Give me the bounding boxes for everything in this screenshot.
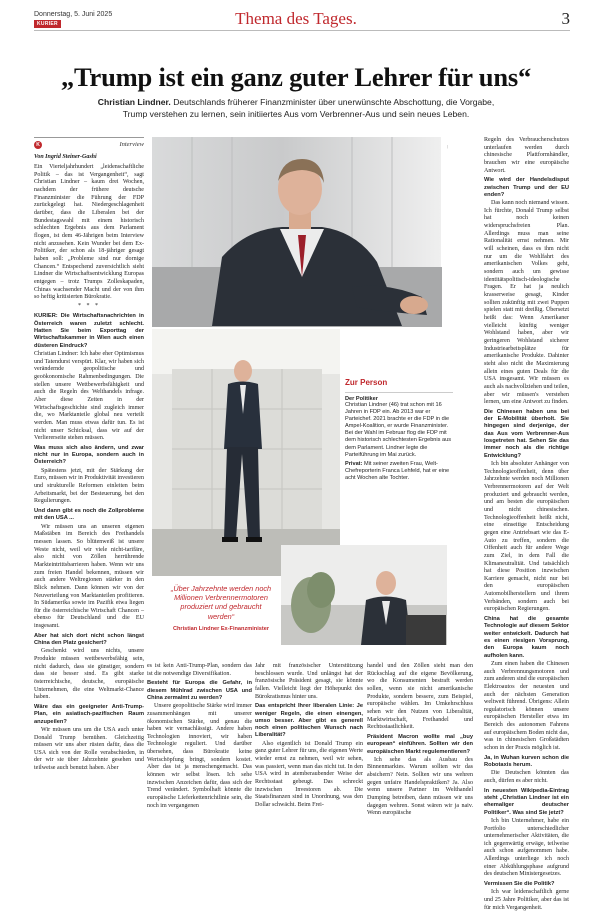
- kurier-logo: KURIER: [34, 20, 61, 28]
- article-column-5: [484, 137, 569, 911]
- answer-paragraph: Ich bin Unternehmer, habe ein Portfolio unterschiedlicher unternehmerischer Aktivitäten, die ich gegenwärtig erwäge, teilweise auch schon aufgenommen habe. Allerdings unterliege ich noch einer Abkühlungsphase aufgrund des deutschen Ministergesetzes.: [484, 817, 569, 878]
- deck-text: Deutschlands früherer Finanzminister über unerwünschte Abschottung, die Vorgabe, Trump verstehen zu lernen, sein initiiertes Aus vom Verbrenner-Aus und sein neues Leben.: [122, 97, 495, 120]
- article-column-3: [255, 663, 363, 858]
- kurier-k-icon: K: [34, 141, 42, 149]
- answer-paragraph: Unsere geopolitische Stärke wird immer zusammenhängen mit unserer ökonomischen Stärke, und genau die haben wir vernachlässigt. Andere haben Technologien innoviert, wir haben Technologie reguliert. Und darüber übersehen, dass Bürokratie keine Wertschöpfung bringt, sondern kostet. Aber das ist ja menschengemacht. Das können wir selbst lösen. Ich sehe inzwischen Anzeichen dafür, dass sich der Trend verändert. Symbolhaft könnte die europäische Lieferkettenrichtlinie sein, die noch im vergangenen: [147, 703, 252, 809]
- page-number: 3: [561, 9, 570, 28]
- interview-kicker: [34, 137, 144, 150]
- answer-paragraph: Wir müssen uns um die USA auch unter Donald Trump bemühen. Gleichzeitig müssen wir uns aber rüsten dafür, dass die USA sich von der Rolle verabschieden, in der wir sie über Jahrzehnte gesehen und teilweise auch benutzt haben. Aber: [34, 726, 144, 772]
- interview-question: China hat die gesamte Technologie auf diesem Sektor weiter entwickelt. Dadurch hat es einen riesigen Vorsprung, den Europa kaum noch aufholen kann.: [484, 616, 569, 659]
- deck-name: Christian Lindner.: [97, 97, 171, 107]
- answer-paragraph: Ich war leidenschaftlich gerne und 25 Jahre Politiker, aber das ist für mich Vergangenheit.: [484, 889, 569, 911]
- interview-question: Wäre das ein geeigneter Anti-Trump-Plan, ein asiatisch-pazifischen Raum anzupeilen?: [34, 703, 144, 725]
- zur-person-privat: [345, 461, 453, 482]
- interview-question: Was muss sich also ändern, und zwar nicht nur in Europa, sondern auch in Österreich?: [34, 444, 144, 466]
- answer-paragraph: Regeln des Verbraucherschutzes unterlaufen werden durch chinesische Plattformhändler, brauchen wir eine europäische Antwort.: [484, 137, 569, 174]
- answer-paragraph: Jahr mit französischer Unterstützung beschlossen wurde. Und unlängst hat der französische Präsident gesagt, sie könnte fallen. Vielleicht liegt der Höhepunkt des Bürokratismus hinter uns.: [255, 663, 363, 700]
- interview-question: Das entspricht Ihrer liberalen Linie: Je weniger Regeln, die einen einengen, umso besser. Aber gibt es generell noch einen politischen Wunsch nach Liberalität?: [255, 703, 363, 739]
- pull-quote: [167, 584, 275, 633]
- interview-question: Präsident Macron wollte mal „buy european“ einführen. Sollten wir den europäischen Markt regulementieren?: [367, 733, 473, 755]
- interview-question: Ja, in Wuhan kurven schon die Robotaxis herum.: [484, 754, 569, 769]
- standing-photo-image: [152, 329, 340, 576]
- zur-person-title: Zur Person: [345, 378, 388, 387]
- seated-photo-image: [281, 545, 447, 645]
- interview-question: In neuesten Wikipedia-Eintrag steht „Christian Lindner ist ein ehemaliger deutscher Politiker“. Was sind Sie jetzt?: [484, 787, 569, 816]
- answer-paragraph: Geschenkt wird uns nichts, unsere Produkte müssen wettbewerbsfähig sein, nicht dadurch, dass sie günstiger, sondern dass sie besser sind. Es gibt starke österreichische, deutsche, europäische Unternehmen, die eine Weltmarkt-Chance haben.: [34, 648, 144, 701]
- answer-paragraph: Spätestens jetzt, mit der Stärkung der Euro, müssen wir in Produktivität investieren und strukturelle Reformen einleiten beim Arbeitsmarkt, bei der Besteuerung, bei den Regulierungen.: [34, 467, 144, 505]
- answer-paragraph: Das kann noch niemand wissen. Ich fürchte, Donald Trump selbst hat noch keinen widerspruchsfreien Plan. Allerdings muss man seine Rationalität ernst nehmen. Mir will scheinen, dass es ihm nicht nur um die Wohlfahrt des amerikanischen Volkes geht, sondern auch um gewisse identitätspolitisch-ideologische Fragen. Er hat ja neulich krasserweise gesagt, Kinder sollten zukünftig mit zwei Puppen spielen statt mit dreißig. Übersetzt heißt das: Wenn Amerikaner vielleicht künftig weniger Wohlstand haben, aber wir geringeren Wohlstand sicherer Industriearbeitsplätze für amerikanische Produkte. Dahinter steht also nicht die Maximierung allein eines guten Deals für die USA insgesamt. Wir müssen es auch als nachvollziehen und teilen, aber wir müssen's verstehen lernen, um eine Antwort zu finden.: [484, 200, 569, 406]
- answer-paragraph: Ich bin absoluter Anhänger von Technologieoffenheit, denn über Jahrzehnte werden noch Millionen Verbrennermotoren auf der Welt produziert und gebraucht werden, und am besten die europäischen und nicht chinesischen. Technologieoffenheit heißt nicht, eine einseitige Entscheidung gegen eine Antriebsart wie das E-Auto zu treffen, sondern die Offenheit auch für andere Wege zum Ziel, in dem Fall die Klimaneutralität. Und tatsächlich hat diese Position inzwischen Karriere gemacht, nicht nur bei den europäischen Automobilherstellern und ihrem Verbänden, sondern auch bei europäischen Regierungen.: [484, 460, 569, 613]
- interview-question: Vermissen Sie die Politik?: [484, 881, 555, 888]
- pull-quote-text: „Über Jahrzehnte werden noch Millionen Verbrennermotoren produziert und gebraucht werden“: [170, 584, 272, 621]
- standing-photo: [152, 329, 340, 576]
- interview-question: Besteht für Europa die Gefahr, in diesem Mühlrad zwischen USA und China zermalmt zu werden?: [147, 680, 252, 701]
- interview-question: Und dann gibt es noch die Zollprobleme mit den USA ...: [34, 508, 144, 522]
- main-photo-image: [152, 137, 441, 326]
- answer-paragraph: Die Deutschen könnten das auch, dürfen es aber nicht.: [484, 770, 569, 784]
- seated-photo: [281, 545, 447, 645]
- headline: „Trump ist ein ganz guter Lehrer für uns“: [60, 62, 532, 92]
- answer-paragraph: Zum einen haben die Chinesen auch Verbrennungsmotoren und zum anderen sind die europäischen Elektroautos der neuesten und auch der nächsten Generation weltweit führend. Übrigens: Allein regulatorisch können unsere europäischen Hersteller etwa im Bereich des autonomen Fahrens auf europäischem Boden nicht das, was in chinesischen Großstädten schon in der Praxis möglich ist.: [484, 660, 569, 752]
- zur-person-box: [345, 378, 453, 482]
- kicker-label: Interview: [119, 141, 144, 148]
- answer-paragraph: Christian Lindner: Ich habe eher Optimismus und Tatendurst verspürt. Klar, wir haben sich verändernde geopolitische und geoökonomische Rahmenbedingungen. Die stellen unsere Wettbewerbsfähigkeit und auch die Regeln des Welthandels infrage. Aber diese Zeiten in der Wirtschaftsgeschichte sind zugleich immer die, wo Marktanteile global neu verteilt werden. Man muss etwas dafür tun. Es ist nicht unser Schicksal, dass wir auf der Verliererseite stehen müssen.: [34, 350, 144, 442]
- issue-date: Donnerstag, 5. Juni 2025: [34, 11, 113, 18]
- interview-question: KURIER: Die Wirtschaftsnachrichten in Österreich waren zuletzt schlecht. Hatten Sie beim Exporttag der Wirtschaftskammer in Wien auch einen düsteren Eindruck?: [34, 313, 144, 349]
- privat-label: Privat:: [345, 460, 363, 467]
- article-column-4: [367, 663, 473, 858]
- answer-paragraph: Ein Vierteljahrhundert „leidenschaftliche Politik – das ist Vergangenheit“, sagt Christian Lindner – kaum drei Wochen, nachdem der frühere deutsche Finanzminister die Führung der FDP zurückgelegt hat. Niedergeschlagenheit darüber, dass die Liberalen bei der Bundestagswahl mit einem historisch schlechten Ergebnis aus dem Parlament flogen, ist dem 46-Jährigen beim Interview nicht anzusehen. Kein Wunder bei dem Ex-Politiker, der schon als 18-jähriger gesagt haben soll: „Probleme sind nur dornige Chancen.“ Entspechend zuversichtlich sieht Lindner die Wirtschaftsentwicklung Europas entgegen – trotz Trumps Zolleskapaden, Chinas wachsender Macht und der von ihm so heftig kritisierten Bürokratie.: [34, 164, 144, 301]
- interview-question: Aber hat sich dort nicht schon längst China den Platz gesichert?: [34, 632, 144, 647]
- interview-question: Die Chinesen haben uns bei der E-Mobilität überholt. Sie hingegen sind derjenige, der das Aus vom Verbrenner-Aus losgetreten hat. Sehen Sie das immer noch als die richtige Entwicklung?: [484, 408, 569, 459]
- author-byline: Von Ingrid Steiner-Gashi: [34, 154, 97, 160]
- pull-quote-attribution: Christian Lindner Ex-Finanzminister: [172, 625, 270, 632]
- privat-text: Mit seiner zweiten Frau, Welt-Chefreporterin Franca Lehfeld, hat er eine acht Wochen alte Tochter.: [345, 460, 450, 481]
- zur-person-heading: Der Politiker: [345, 392, 453, 402]
- header-rule: [34, 30, 570, 31]
- article-column-1: [34, 164, 144, 857]
- deck: [95, 96, 497, 120]
- answer-paragraph: Also eigentlich ist Donald Trump ein ganz guter Lehrer für uns, die eigenen Werte wieder ernst zu nehmen, weil wir sehen, was passiert, wenn man das nicht tut. In den USA wird in atemberaubender Weise der Rechtsstaat gebeugt. Das schreckt inzwischen Investoren ab. Die Staatsfinanzen sind in Unordnung, was den Dollar schwächt. Beim Frei-: [255, 740, 363, 809]
- answer-paragraph: es ist kein Anti-Trump-Plan, sondern das ist die notwendige Diversifikation.: [147, 663, 252, 677]
- answer-paragraph: Ich sehe das als Ausbau des Binnenmarktes. Warum sollten wir das absichern? Nein. Sollten wir uns wehren gegen unfaire Handelspraktiken? Ja. Also wenn unsere Partner im Welthandel Dumping betreiben, dann müssen wir uns dagegen wehren. Sonst wären wir ja naiv. Wenn europäische: [367, 756, 473, 817]
- page-header: [0, 0, 592, 30]
- answer-paragraph: Wir müssen uns an unseren eigenen Maßstäben im Bereich des Freihandels messen lassen. So blütenweiß ist unsere Weste nicht, weil wir viele nicht-tarifäre, also nicht von Zöllen herrührende Markteintrittsbarrieren haben. Wenn wir uns zum freien Handel bekennen, müssen wir auch andere Weltregionen stärker in den Blick nehmen. Dann können wir von der Neuverteilung von Marktanteilen profitieren. In Südamerika sowie im Pazifik etwa liegen für die österreichische Wirtschaft Chancen – ebenso für Deutschland und die EU insgesamt.: [34, 523, 144, 630]
- article-column-2: [147, 663, 252, 858]
- photo-credit: —: [446, 145, 450, 149]
- zur-person-body: Christian Lindner (46) trat schon mit 16 Jahren in FDP ein. Ab 2013 war er Parteichef. 2021 brachte er die FDP in die Ampel-Koalition, er wurde Finanzminister. Bei der Wahl im Februar flog die FDP mit dem historisch schlechtesten Ergebnis aus dem Parlament. Lindner legte die Parteiführung im Mai zurück.: [345, 402, 452, 458]
- interview-question: Wie wird der Handelsdisput zwischen Trump und der EU enden?: [484, 177, 569, 198]
- answer-paragraph: handel und den Zöllen sieht man den Rückschlag auf die eigene Bevölkerung, wo die Konsumenten bestraft werden sollen, wenn sie nicht amerikanische Produkte, sondern bessere, zum Beispiel, europäische wählen. Im Umkehrschluss sehen wir den Nutzen von Liberalität, Marktwirtschaft, Freihandel und Rechtsstaatlichkeit.: [367, 663, 473, 731]
- section-divider: * * *: [77, 302, 101, 309]
- main-photo: [152, 137, 441, 326]
- section-title: Thema des Tages.: [235, 9, 357, 28]
